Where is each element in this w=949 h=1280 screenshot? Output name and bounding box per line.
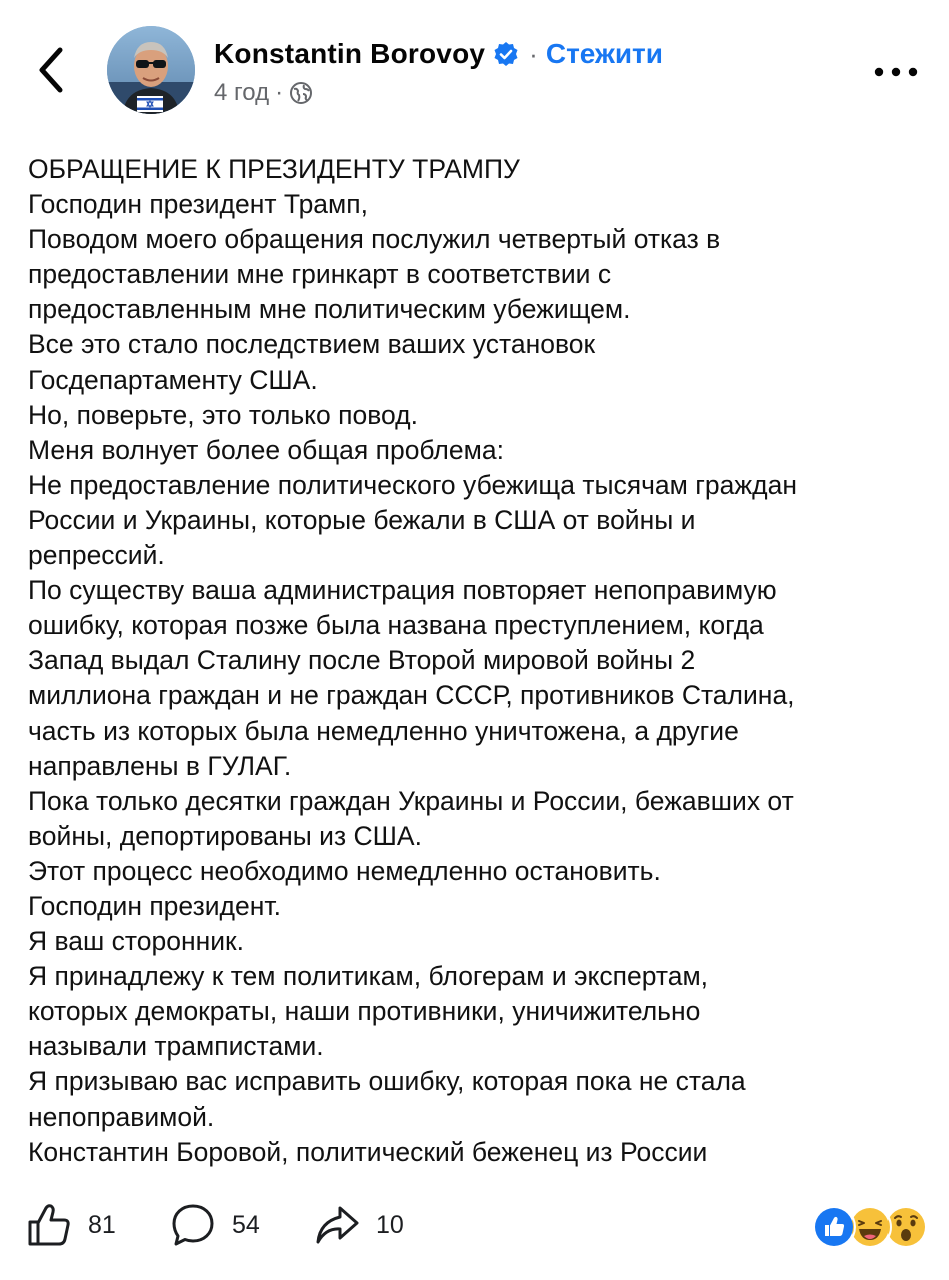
post-time[interactable]: 4 год <box>214 79 270 106</box>
author-name[interactable]: Konstantin Borovoy <box>214 38 486 69</box>
post-line: ОБРАЩЕНИЕ К ПРЕЗИДЕНТУ ТРАМПУ <box>28 154 520 184</box>
post-line: ошибку, которая позже была названа преступлением, когда <box>28 610 764 641</box>
post-line: Госдепартаменту США. <box>28 364 318 395</box>
post-line: Но, поверьте, это только повод. <box>28 399 418 430</box>
post-line: Я принадлежу к тем политикам, блогерам и экспертам, <box>28 961 709 992</box>
post-line: называли трампистами. <box>28 1031 324 1062</box>
post-text <box>28 152 928 1170</box>
post-line: которых демократы, наши противники, уничижительно <box>28 996 701 1027</box>
separator: · <box>529 38 538 69</box>
post-line: репрессий. <box>28 540 165 571</box>
post-line: Господин президент Трамп, <box>28 189 368 220</box>
thumbs-up-icon <box>26 1202 72 1248</box>
globe-icon <box>289 81 313 105</box>
comment-button[interactable] <box>170 1201 260 1249</box>
post-line: направлены в ГУЛАГ. <box>28 750 292 781</box>
more-options-button[interactable] <box>872 62 920 82</box>
post-line: Я призываю вас исправить ошибку, которая пока не стала <box>28 1066 746 1097</box>
post-line: Пока только десятки граждан Украины и России, бежавших от <box>28 785 794 816</box>
post-line: Этот процесс необходимо немедленно остановить. <box>28 855 661 886</box>
more-horizontal-icon <box>872 62 920 82</box>
like-count: 81 <box>88 1210 116 1239</box>
post-meta <box>214 78 313 108</box>
post-line: Поводом моего обращения послужил четвертый отказ в <box>28 224 721 255</box>
post-line: Запад выдал Сталину после Второй мировой войны 2 <box>28 645 696 676</box>
post-line: предоставленным мне политическим убежищем. <box>28 294 631 325</box>
post-footer <box>0 1195 949 1259</box>
post-line: часть из которых была немедленно уничтожена, а другие <box>28 715 739 746</box>
comment-count: 54 <box>232 1210 260 1239</box>
avatar-photo <box>107 26 195 114</box>
avatar[interactable] <box>107 26 195 114</box>
verified-badge-icon <box>493 41 519 67</box>
share-button[interactable] <box>314 1201 404 1249</box>
like-reaction-icon <box>812 1205 856 1249</box>
share-count: 10 <box>376 1210 404 1239</box>
back-button[interactable] <box>30 40 78 100</box>
post-line: Константин Боровой, политический беженец из России <box>28 1136 708 1167</box>
post-line: Не предоставление политического убежища тысячам граждан <box>28 469 797 500</box>
post-line: Все это стало последствием ваших установок <box>28 329 596 360</box>
post-line: войны, депортированы из США. <box>28 820 422 851</box>
post-line: По существу ваша администрация повторяет непоправимую <box>28 575 777 606</box>
share-arrow-icon <box>314 1202 360 1248</box>
post-line: непоправимой. <box>28 1101 215 1132</box>
post-line: Я ваш сторонник. <box>28 926 244 957</box>
post-line: Господин президент. <box>28 890 281 921</box>
author-row <box>214 34 663 74</box>
follow-button[interactable]: Стежити <box>545 38 663 69</box>
post-line: предоставлении мне гринкарт в соответствии с <box>28 259 612 290</box>
chevron-left-icon <box>30 40 78 100</box>
post-header <box>0 0 949 140</box>
reactions-summary[interactable] <box>812 1205 932 1249</box>
post-line: России и Украины, которые бежали в США от войны и <box>28 504 696 535</box>
like-button[interactable] <box>26 1201 116 1249</box>
comment-bubble-icon <box>170 1202 216 1248</box>
post-line: миллиона граждан и не граждан СССР, противников Сталина, <box>28 680 795 711</box>
post-line: Меня волнует более общая проблема: <box>28 434 504 465</box>
meta-separator: · <box>275 79 284 106</box>
